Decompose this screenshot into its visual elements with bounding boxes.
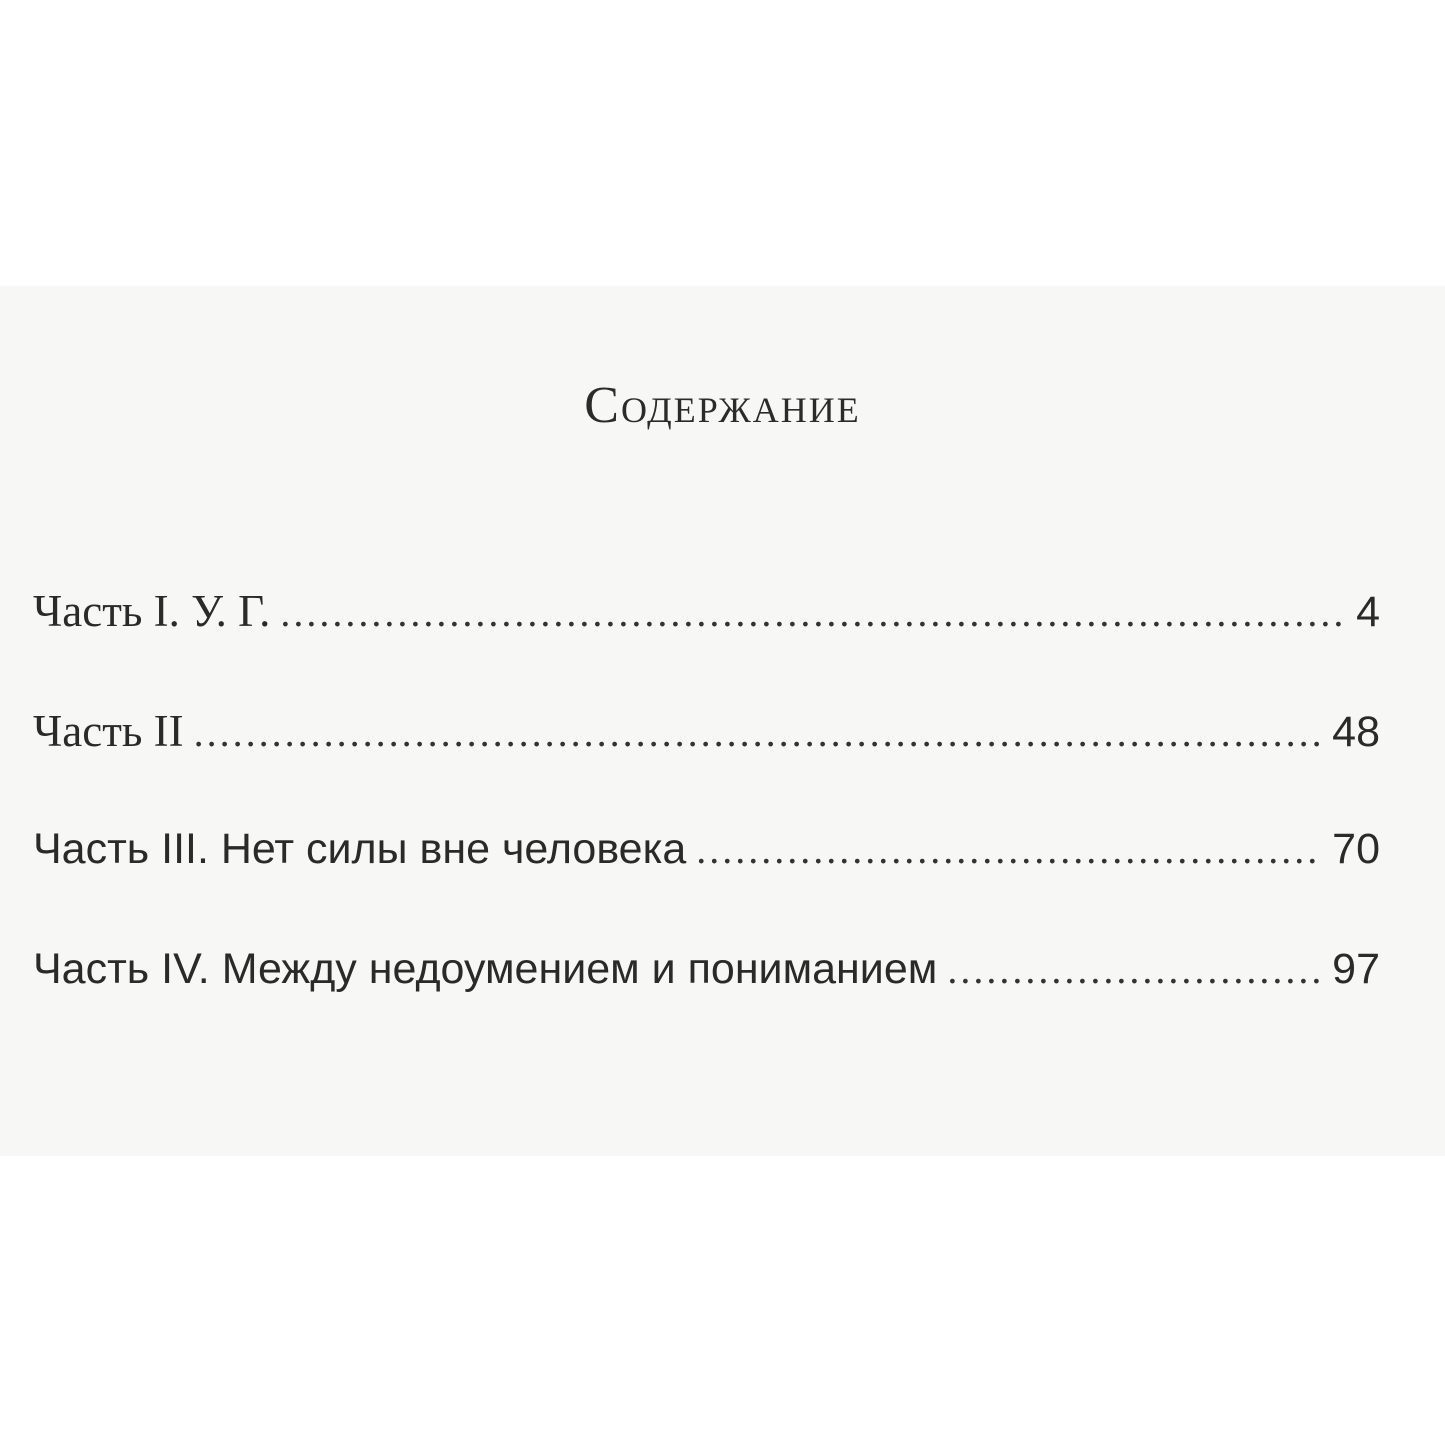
toc-dot-leader — [194, 709, 1323, 756]
toc-entry — [33, 825, 1380, 945]
toc-entry-page: 48 — [1332, 708, 1380, 756]
toc-entry-label: Часть II — [33, 706, 184, 756]
toc-entry-page: 70 — [1332, 825, 1380, 873]
toc-entry — [33, 945, 1380, 1065]
toc-entry-label: Часть IV. Между недоумением и пониманием — [33, 945, 938, 993]
toc-dot-leader — [696, 826, 1322, 873]
page-title: Содержание — [584, 377, 861, 434]
toc-entry — [33, 585, 1380, 705]
toc-entry-label: Часть I. У. Г. — [33, 586, 271, 636]
toc-entry-page: 97 — [1332, 945, 1380, 993]
toc-dot-leader — [280, 589, 1346, 636]
toc-entry — [33, 705, 1380, 825]
toc-dot-leader — [947, 946, 1322, 993]
table-of-contents — [33, 585, 1380, 1065]
toc-entry-label: Часть III. Нет силы вне человека — [33, 825, 687, 873]
toc-entry-page: 4 — [1356, 588, 1380, 636]
